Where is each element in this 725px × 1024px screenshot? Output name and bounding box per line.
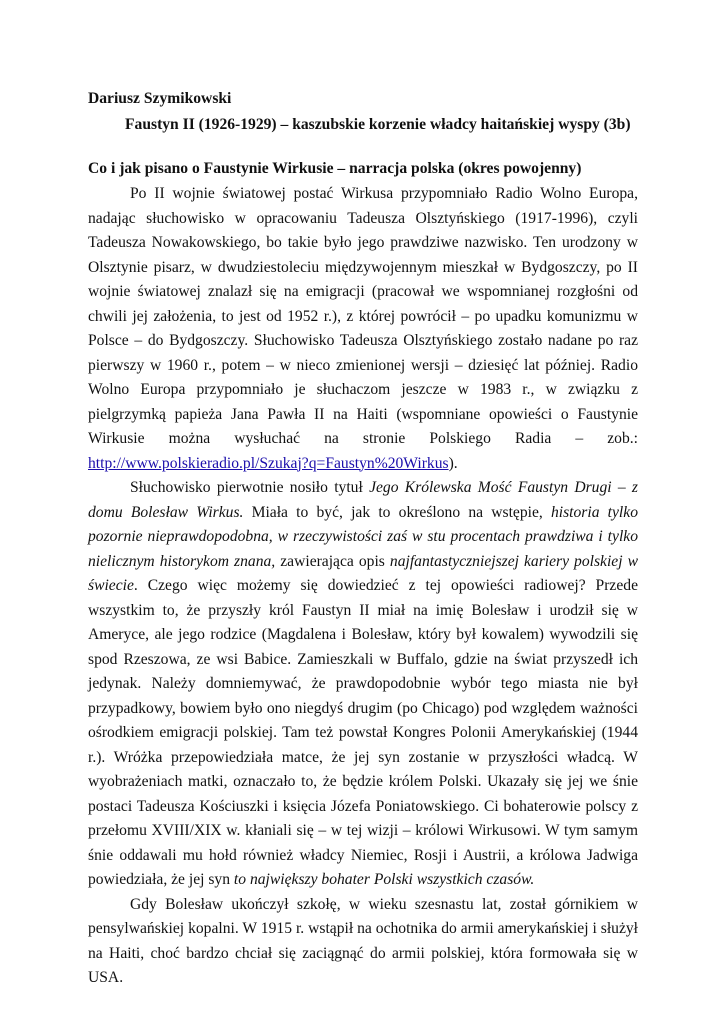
paragraph-1-text: Po II wojnie światowej postać Wirkusa przypomniało Radio Wolno Europa, nadając słuchowisko w opracowaniu Tadeusza Olsztyńskiego (1917-1996), czyli Tadeusza Nowakowskiego, bo takie było jego prawdziwe nazwisko. Ten urodzony w Olsztynie pisarz, w dwudziestoleciu międzywojennym mieszkał w Bydgoszczy, po II wojnie światowej znalazł się na emigracji (pracował we wspomnianej rozgłośni od chwili jej założenia, to jest od 1952 r.), z której powrócił – po upadku komunizmu w Polsce – do Bydgoszczy. Słuchowisko Tadeusza Olsztyńskiego zostało nadane po raz pierwszy w 1960 r., potem – w nieco zmienionej wersji – dziesięć lat później. Radio Wolno Europa przypomniało je słuchaczom jeszcze w 1983 r., w związku z pielgrzymką papieża Jana Pawła II na Haiti (wspomniane opowieści o Faustynie Wirkusie można wysłuchać na stronie Polskiego Radia – zob.: — [88, 185, 638, 447]
paragraph-2-quote-1: historia tylko pozornie nieprawdopodobna, w rzeczywistości zaś w stu procentach prawdziwa i tylko nielicznym historykom znana, — [88, 503, 638, 570]
paragraph-2 — [88, 476, 638, 893]
paragraph-2-part-b: Miała to być, jak to określono na wstępie, — [243, 503, 551, 521]
paragraph-2-part-a: Słuchowisko pierwotnie nosiło tytuł — [130, 479, 370, 496]
author-name: Dariusz Szymikowski — [88, 90, 232, 107]
paragraph-1-end: ). — [448, 454, 458, 472]
article-title: Faustyn II (1926-1929) – kaszubskie korzenie władcy haitańskiej wyspy (3b) — [125, 116, 631, 133]
paragraph-1 — [88, 182, 638, 476]
paragraph-2-part-c: zawierająca opis — [275, 552, 390, 570]
paragraph-2-part-d: . Czego więc możemy się dowiedzieć z tej opowieści radiowej? Przede wszystkim to, że przyszły król Faustyn II miał na imię Bolesław i urodził się w Ameryce, ale jego rodzice (Magdalena i Bolesław, który był kowalem) wywodzili się spod Rzeszowa, ze wsi Babice. Zamieszkali w Buffalo, gdzie na świat przyszedł ich jedynak. Należy domniemywać, że prawdopodobnie wybór tego miasta nie był przypadkowy, bowiem było ono niegdyś drugim (po Chicago) pod względem ważności ośrodkiem emigracji polskiej. Tam też powstał Kongres Polonii Amerykańskiej (1944 r.). Wróżka przepowiedziała matce, że jej syn zostanie w przyszłości władcą. W wyobrażeniach matki, oznaczało to, że będzie królem Polski. Ukazały się jej we śnie postaci Tadeusza Kościuszki i księcia Józefa Poniatowskiego. Ci bohaterowie polscy z przełomu XVIII/XIX w. kłaniali się – w tej wizji – królowi Wirkusowi. W tym samym śnie oddawali mu hołd również władcy Niemiec, Rosji i Austrii, a królowa Jadwiga powiedziała, że jej syn — [88, 577, 638, 888]
polskieradio-link[interactable]: http://www.polskieradio.pl/Szukaj?q=Faustyn%20Wirkus — [88, 454, 449, 472]
section-heading: Co i jak pisano o Faustynie Wirkusie – narracja polska (okres powojenny) — [88, 160, 582, 177]
radio-play-title: Jego Królewska Mość Faustyn Drugi – z domu Bolesław Wirkus. — [88, 479, 638, 521]
body-text — [88, 182, 638, 986]
paragraph-2-quote-3: to największy bohater Polski wszystkich czasów. — [233, 871, 535, 888]
paragraph-2-quote-2: najfantastyczniejszej kariery polskiej w świecie — [88, 552, 638, 594]
paragraph-3: Gdy Bolesław ukończył szkołę, w wieku szesnastu lat, został górnikiem w pensylwańskiej kopalni. W 1915 r. wstąpił na ochotnika do armii amerykańskiej i służył na Haiti, choć bardzo chciał się zaciągnąć do armii polskiej, która formowała się w USA. — [88, 895, 638, 986]
